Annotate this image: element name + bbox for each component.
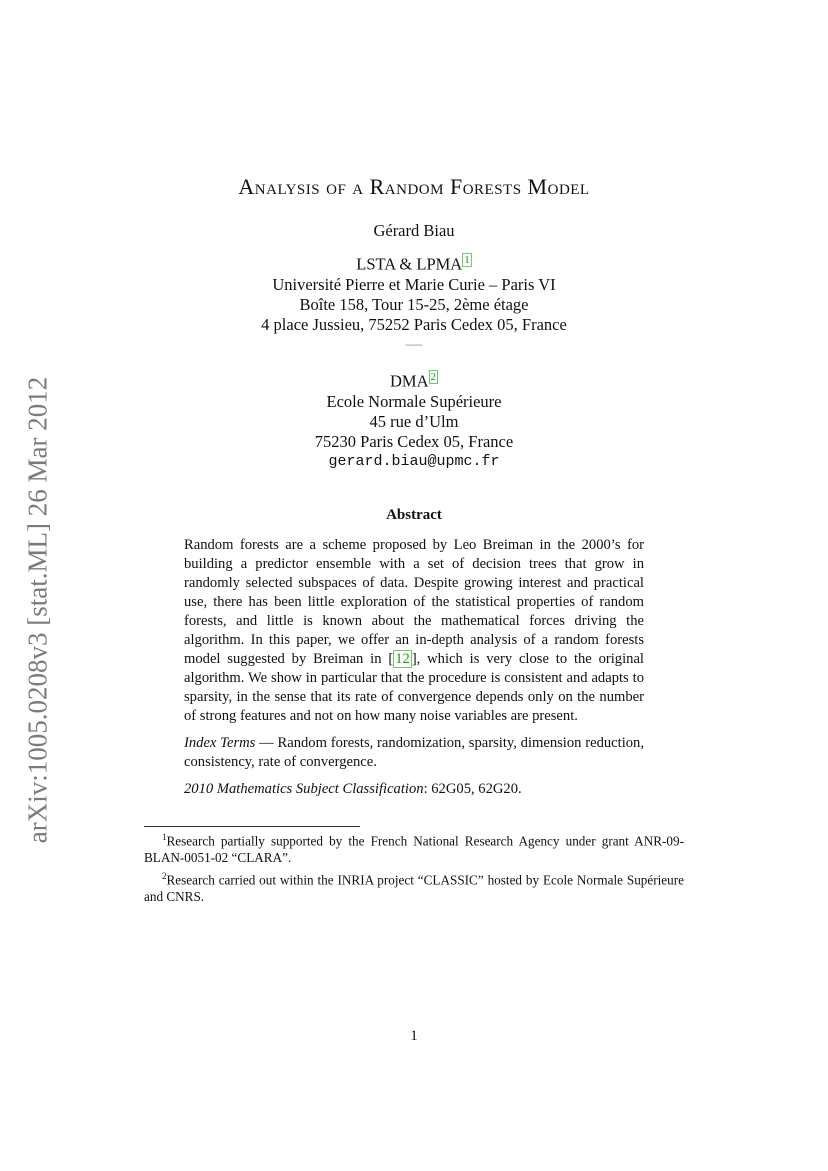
author-name: Gérard Biau xyxy=(373,221,455,240)
affiliation-1-line: 4 place Jussieu, 75252 Paris Cedex 05, France xyxy=(261,314,567,334)
affiliation-separator: — xyxy=(405,334,423,353)
affiliation-1-line: Boîte 158, Tour 15-25, 2ème étage xyxy=(299,294,529,314)
arxiv-identifier-stamp: arXiv:1005.0208v3 [stat.ML] 26 Mar 2012 xyxy=(22,376,53,844)
footnote-2: $^2$Research carried out within the INRIA project “CLASSIC” hosted by Ecole Normale Supérieure and CNRS. xyxy=(144,871,684,905)
affiliation-2 xyxy=(0,367,828,452)
abstract-heading: Abstract xyxy=(386,507,442,523)
footnote-link-2[interactable]: 2 xyxy=(430,371,436,383)
paper-title: Analysis of a Random Forests Model xyxy=(238,174,590,199)
index-terms-label: Index Terms xyxy=(184,735,256,751)
footnote-link-1[interactable]: 1 xyxy=(464,254,470,266)
affiliation-2-line: Ecole Normale Supérieure xyxy=(326,391,502,411)
page-number: 1 xyxy=(410,1028,418,1044)
affiliation-1 xyxy=(0,250,828,335)
abstract-paragraph: Random forests are a scheme proposed by Leo Breiman in the 2000’s for building a predictor ensemble with a set of decision trees that grow in randomly selected subspaces of data. Despite growing interest and practical use, there has been little exploration of the statistical properties of random forests, and little is known about the mathematical forces driving the algorithm. In this paper, we offer an in-depth analysis of a random forests model suggested by Breiman in [ 12 ], which is very close to the original algorithm. We show in particular that the procedure is consistent and adapts to sparsity, in the sense that its rate of convergence depends only on the number of strong features and not on how many noise variables are present. xyxy=(184,537,644,724)
footnotes xyxy=(144,829,684,908)
citation-link[interactable]: 12 xyxy=(395,651,410,667)
msc-classification: 2010 Mathematics Subject Classification: 62G05, 62G20. xyxy=(184,781,522,797)
affiliation-2-name: DMA $^2$ xyxy=(389,371,436,391)
abstract-body xyxy=(184,536,644,807)
footnote-rule xyxy=(144,826,360,827)
index-terms: Index Terms — Random forests, randomization, sparsity, dimension reduction, consistency, rate of convergence. xyxy=(184,735,644,770)
author-email: gerard.biau@upmc.fr xyxy=(328,453,500,470)
affiliation-1-line: Université Pierre et Marie Curie – Paris VI xyxy=(272,274,556,294)
footnote-1: $^1$Research partially supported by the French National Research Agency under grant ANR-09-BLAN-0051-02 “CLARA”. xyxy=(144,832,684,865)
msc-label: 2010 Mathematics Subject Classification xyxy=(184,781,424,797)
affiliation-2-line: 75230 Paris Cedex 05, France xyxy=(314,431,514,451)
affiliation-2-line: 45 rue d’Ulm xyxy=(369,411,459,431)
affiliation-1-name: LSTA & LPMA $^1$ xyxy=(356,254,470,274)
